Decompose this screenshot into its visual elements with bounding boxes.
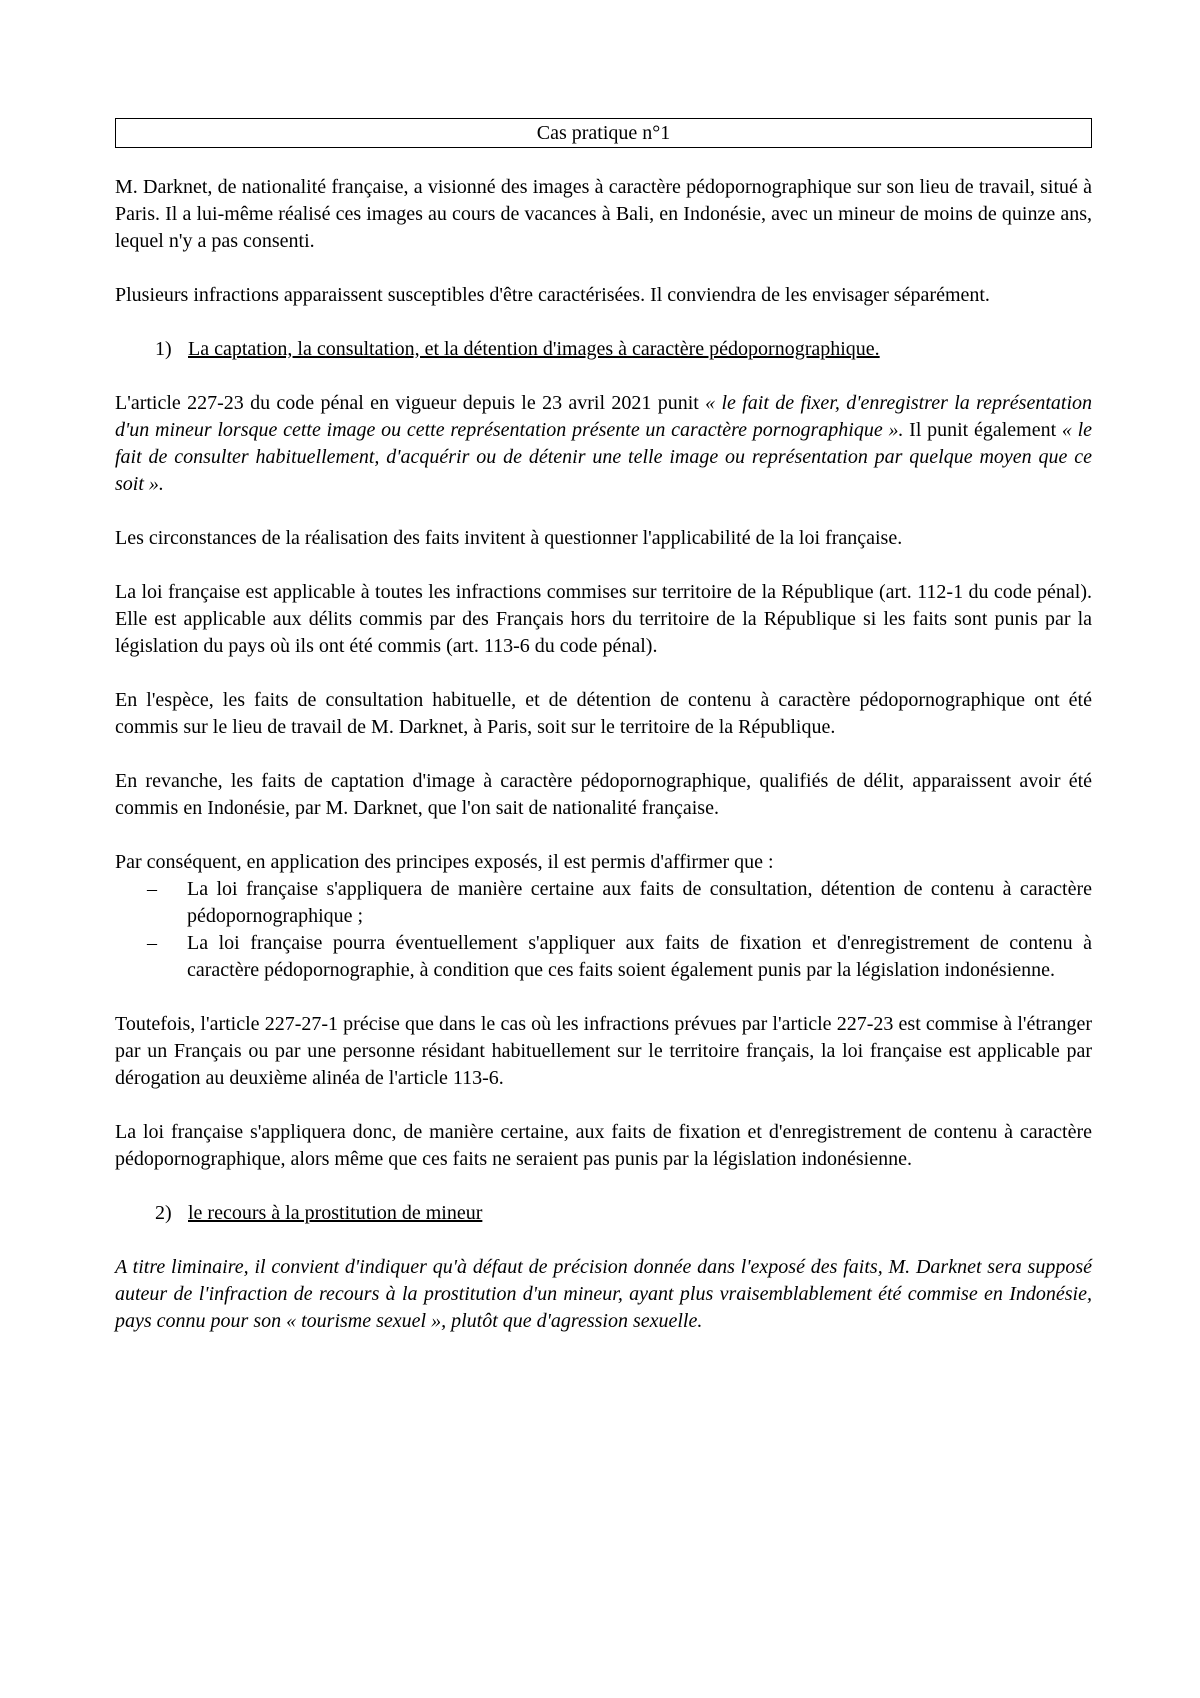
paragraph-applicability: Les circonstances de la réalisation des faits invitent à questionner l'applicabilité de la loi française. [115, 527, 903, 549]
paragraph-facts: M. Darknet, de nationalité française, a visionné des images à caractère pédopornographique sur son lieu de travail, situé à Paris. Il a lui-même réalisé ces images au cours de vacances à Bali, en Indonésie, avec un mineur de moins de quinze ans, lequel n'y a pas consenti. [115, 176, 1092, 252]
paragraph-consequence: Par conséquent, en application des principes exposés, il est permis d'affirmer que : [115, 851, 774, 873]
page-title: Cas pratique n°1 [115, 118, 1092, 148]
dash-bullet: – [147, 878, 157, 900]
section-heading-2 [115, 1200, 1092, 1227]
paragraph-conclusion: La loi française s'appliquera donc, de manière certaine, aux faits de fixation et d'enregistrement de contenu à caractère pédopornographique, alors même que ces faits ne seraient pas punis par la législation indonésienne. [115, 1121, 1092, 1170]
paragraph-liminaire: A titre liminaire, il convient d'indiquer qu'à défaut de précision donnée dans l'exposé des faits, M. Darknet sera supposé auteur de l'infraction de recours à la prostitution d'un mineur, ayant plus vraisemblablement été commise en Indonésie, pays connu pour son « tourisme sexuel », plutôt que d'agression sexuelle. [115, 1256, 1092, 1332]
quote-run: « le fait de consulter habituellement, d'acquérir ou de détenir une telle image ou représentation par quelque moyen que ce soit ». [115, 419, 1093, 495]
paragraph-intro: Plusieurs infractions apparaissent susceptibles d'être caractérisées. Il conviendra de les envisager séparément. [115, 284, 990, 306]
section-number: 1) [155, 338, 172, 360]
paragraph-revanche: En revanche, les faits de captation d'image à caractère pédopornographique, qualifiés de délit, apparaissent avoir été commis en Indonésie, par M. Darknet, que l'on sait de nationalité française. [115, 770, 1092, 819]
paragraph-toutefois: Toutefois, l'article 227-27-1 précise que dans le cas où les infractions prévues par l'article 227-23 est commise à l'étranger par un Français ou par une personne résidant habituellement sur le territoire français, la loi française est applicable par dérogation au deuxième alinéa de l'article 113-6. [115, 1013, 1092, 1089]
list-item-text: La loi française s'appliquera de manière certaine aux faits de consultation, détention de contenu à caractère pédopornographique ; [187, 878, 1092, 927]
section-number: 2) [155, 1202, 172, 1224]
paragraph-law-rules: La loi française est applicable à toutes les infractions commises sur territoire de la République (art. 112-1 du code pénal). Elle est applicable aux délits commis par des Français hors du territoire de la République si les faits sont punis par la législation du pays où ils ont été commis (art. 113-6 du code pénal). [115, 581, 1092, 657]
quote-run: « le fait de fixer, d'enregistrer la représentation d'un mineur lorsque cette image ou cette représentation présente un caractère pornographique ». [115, 392, 1092, 441]
section-heading-1 [115, 336, 1092, 363]
paragraph-article-227-23 [115, 390, 1092, 498]
list-item [115, 930, 1092, 984]
paragraph-espece: En l'espèce, les faits de consultation habituelle, et de détention de contenu à caractère pédopornographique ont été commis sur le lieu de travail de M. Darknet, à Paris, soit sur le territoire de la République. [115, 689, 1092, 738]
text-run: Il punit également [903, 419, 1062, 441]
section-title: La captation, la consultation, et la détention d'images à caractère pédopornographique. [188, 338, 880, 360]
dash-bullet: – [147, 932, 157, 954]
text-run: L'article 227-23 du code pénal en vigueur depuis le 23 avril 2021 punit [115, 392, 706, 414]
section-title: le recours à la prostitution de mineur [188, 1202, 483, 1224]
conclusion-list [115, 876, 1092, 984]
document-body [115, 118, 1092, 1362]
list-item [115, 876, 1092, 930]
list-item-text: La loi française pourra éventuellement s'appliquer aux faits de fixation et d'enregistrement de contenu à caractère pédopornographie, à condition que ces faits soient également punis par la législation indonésienne. [187, 932, 1092, 981]
